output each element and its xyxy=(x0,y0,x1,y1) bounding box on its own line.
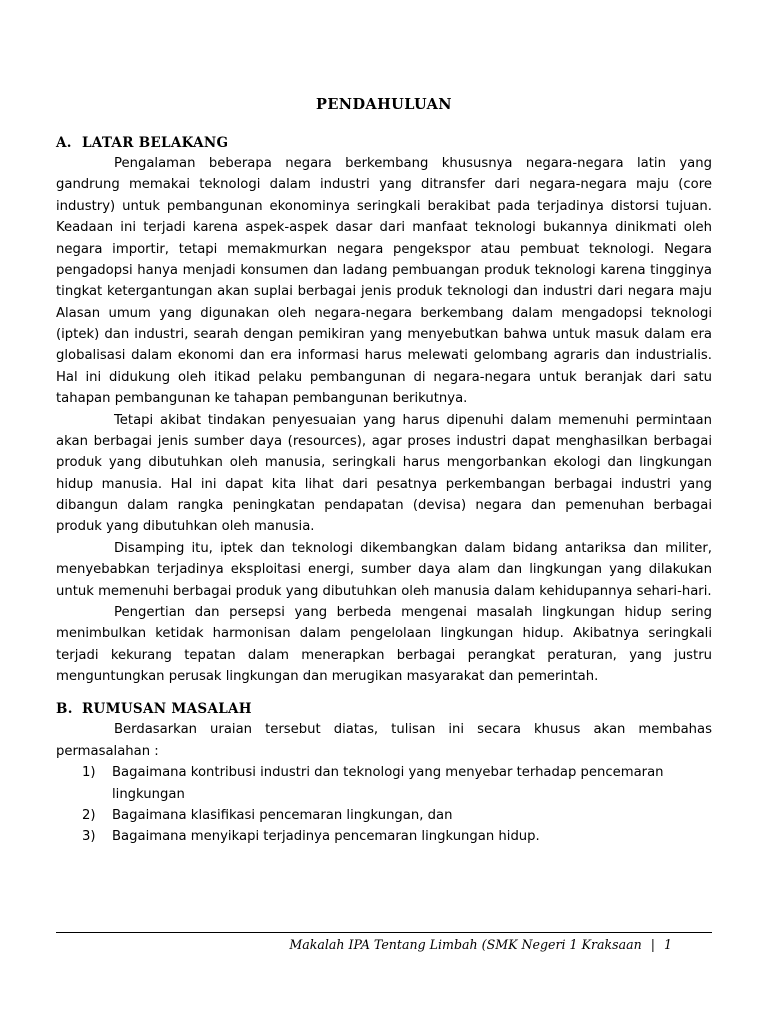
list-item-number: 2) xyxy=(82,807,96,823)
section-latar-belakang xyxy=(56,135,712,687)
list-item xyxy=(56,805,712,826)
footer-divider xyxy=(56,932,712,933)
footer-separator: | xyxy=(650,937,655,952)
list-item-number: 1) xyxy=(82,765,96,781)
section-title-a: LATAR BELAKANG xyxy=(82,135,229,151)
paragraph: Pengertian dan persepsi yang berbeda mengenai masalah lingkungan hidup sering menimbulkan ketidak harmonisan dalam pengelolaan lingkungan hidup. Akibatnya seringkali terjadi kekurang tepatan dalam menerapkan berbagai perangkat peraturan, yang justru menguntungkan perusak lingkungan dan merugikan masyarakat dan pemerintah. xyxy=(56,604,712,684)
paragraph: Pengalaman beberapa negara berkembang khususnya negara-negara latin yang gandrung memakai teknologi dalam industri yang ditransfer dari negara-negara maju (core industry) untuk pembangunan ekonominya seringkali berakibat pada terjadinya distorsi tujuan. Keadaan ini terjadi karena aspek-aspek dasar dari manfaat teknologi bukannya dinikmati oleh negara importir, tetapi memakmurkan negara pengekspor atau pembuat teknologi. Negara pengadopsi hanya menjadi konsumen dan ladang pembuangan produk teknologi karena tingginya tingkat ketergantungan akan suplai berbagai jenis produk teknologi dan industri dari negara maju Alasan umum yang digunakan oleh negara-negara berkembang dalam mengadopsi teknologi (iptek) dan industri, searah dengan pemikiran yang menyebutkan bahwa untuk masuk dalam era globalisasi dalam ekonomi dan era informasi harus melewati gelombang agraris dan industrialis. Hal ini didukung oleh itikad pelaku pembangunan di negara-negara untuk beranjak dari satu tahapan pembangunan ke tahapan pembangunan berikutnya. xyxy=(56,156,712,407)
section-a-body xyxy=(56,153,712,687)
section-letter-a: A. xyxy=(56,135,72,151)
list-item-label: Bagaimana menyikapi terjadinya pencemaran lingkungan hidup. xyxy=(112,829,540,845)
list-item-label: Bagaimana klasifikasi pencemaran lingkungan, dan xyxy=(112,807,453,823)
page-title: PENDAHULUAN xyxy=(316,96,452,113)
section-b-body xyxy=(56,719,712,847)
paragraph: Berdasarkan uraian tersebut diatas, tulisan ini secara khusus akan membahas permasalahan : xyxy=(56,722,712,759)
footer-title: Makalah IPA Tentang Limbah (SMK Negeri 1 Kraksaan xyxy=(289,937,642,952)
footer-page-number: 1 xyxy=(663,937,672,952)
list-item-number: 3) xyxy=(82,829,96,845)
section-letter-b: B. xyxy=(56,701,73,718)
section-title-b: RUMUSAN MASALAH xyxy=(82,701,252,718)
page-footer xyxy=(56,932,712,952)
footer-content xyxy=(56,937,712,952)
section-spacer xyxy=(56,687,712,701)
section-heading-b xyxy=(56,701,712,717)
paragraph: Disamping itu, iptek dan teknologi dikembangkan dalam bidang antariksa dan militer, menyebabkan terjadinya eksploitasi energi, sumber daya alam dan lingkungan yang dilakukan untuk memenuhi berbagai produk yang dibutuhkan oleh manusia dalam kehidupannya sehari-hari. xyxy=(56,540,712,599)
paragraph: Tetapi akibat tindakan penyesuaian yang harus dipenuhi dalam memenuhi permintaan akan berbagai jenis sumber daya (resources), agar proses industri dapat menghasilkan berbagai produk yang dibutuhkan oleh manusia, seringkali harus mengorbankan ekologi dan lingkungan hidup manusia. Hal ini dapat kita lihat dari pesatnya perkembangan berbagai industri yang dibangun dalam rangka peningkatan pendapatan (devisa) negara dan pemenuhan berbagai produk yang dibutuhkan oleh manusia. xyxy=(56,412,712,535)
section-rumusan-masalah xyxy=(56,701,712,847)
list-item xyxy=(56,826,712,847)
list-item xyxy=(56,762,712,805)
rumusan-list xyxy=(56,762,712,848)
section-heading-a xyxy=(56,135,712,151)
list-item-label: Bagaimana kontribusi industri dan teknologi yang menyebar terhadap pencemaran lingkungan xyxy=(112,765,664,802)
